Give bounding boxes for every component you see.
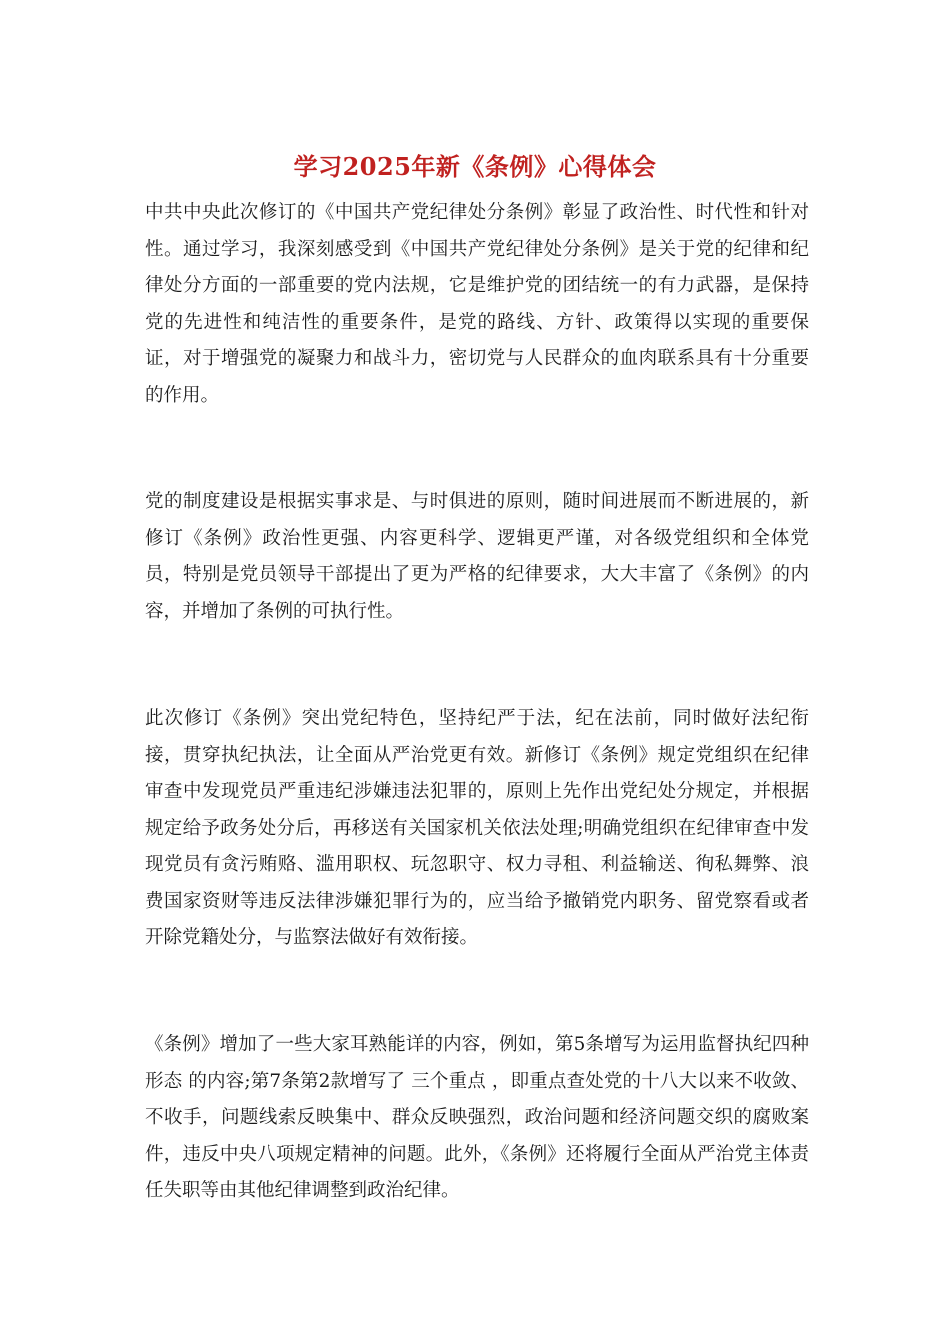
paragraph-3: 此次修订《条例》突出党纪特色，坚持纪严于法，纪在法前，同时做好法纪衔接，贯穿执纪执法，让全面从严治党更有效。新修订《条例》规定党组织在纪律审查中发现党员严重违纪涉嫌违法犯罪的，原则上先作出党纪处分规定，并根据规定给予政务处分后，再移送有关国家机关依法处理;明确党组织在纪律审查中发现党员有贪污贿赂、滥用职权、玩忽职守、权力寻租、利益输送、徇私舞弊、浪费国家资财等违反法律涉嫌犯罪行为的，应当给予撤销党内职务、留党察看或者开除党籍处分，与监察法做好有效衔接。 (145, 708, 809, 948)
paragraph-2: 党的制度建设是根据实事求是、与时俱进的原则，随时间进展而不断进展的，新修订《条例》政治性更强、内容更科学、逻辑更严谨，对各级党组织和全体党员，特别是党员领导干部提出了更为严格的纪律要求，大大丰富了《条例》的内容，并增加了条例的可执行性。 (145, 491, 809, 622)
paragraph-1: 中共中央此次修订的《中国共产党纪律处分条例》彰显了政治性、时代性和针对性。通过学习，我深刻感受到《中国共产党纪律处分条例》是关于党的纪律和纪律处分方面的一部重要的党内法规，它是维护党的团结统一的有力武器，是保持党的先进性和纯洁性的重要条件，是党的路线、方针、政策得以实现的重要保证，对于增强党的凝聚力和战斗力，密切党与人民群众的血肉联系具有十分重要的作用。 (145, 202, 809, 406)
document-title: 学习2025年新《条例》心得体会 (293, 152, 657, 181)
paragraph-4: 《条例》增加了一些大家耳熟能详的内容，例如，第5条增写为运用监督执纪四种形态 的内容;第7条第2款增写了 三个重点 ，即重点查处党的十八大以来不收敛、不收手，问题线索反映集中、群众反映强烈，政治问题和经济问题交织的腐败案件，违反中央八项规定精神的问题。此外，《条例》还将履行全面从严治党主体责任失职等由其他纪律调整到政治纪律。 (145, 1034, 809, 1201)
